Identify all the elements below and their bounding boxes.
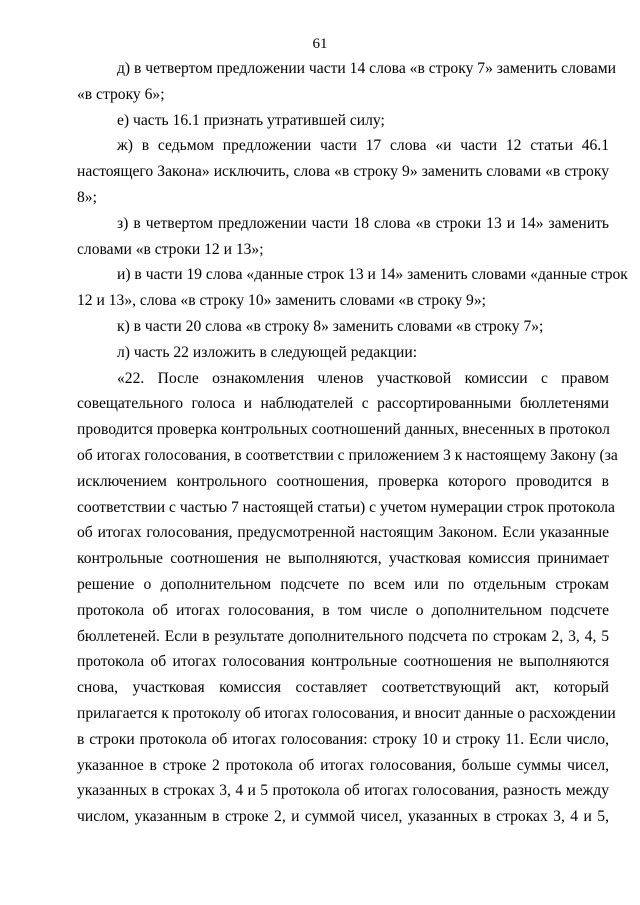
text-line: указанных в строках 3, 4 и 5 протокола об итогах голосования, разность между [77,782,609,800]
text-line: л) часть 22 изложить в следующей редакции: [117,343,418,361]
text-line: е) часть 16.1 признать утратившей силу; [117,111,385,129]
text-line: и) в части 19 слова «данные строк 13 и 14» заменить словами «данные строк [117,266,628,284]
text-line: прилагается к протоколу об итогах голосования, и вносит данные о расхождении [77,704,616,722]
text-line: об итогах голосования, предусмотренной настоящим Законом. Если указанные [77,524,609,542]
paragraph-k [77,314,609,340]
paragraph-i [77,262,628,314]
paragraph-l [77,340,609,366]
text-line: ж) в седьмом предложении части 17 слова «и части 12 статьи 46.1 [117,137,609,155]
text-line: контрольные соотношения не выполняются, участковая комиссия принимает [77,550,609,568]
text-line: протокола об итогах голосования, в том числе о дополнительном подсчете [77,601,609,619]
text-line: д) в четвертом предложении части 14 слова «в строку 7» заменить словами [117,60,616,77]
text-line: к) в части 20 слова «в строку 8» заменить словами «в строку 7»; [117,317,544,335]
text-line: снова, участковая комиссия составляет соответствующий акт, который [77,679,609,697]
paragraph-z [77,211,609,263]
text-line: 8»; [77,188,97,206]
text-line: указанное в строке 2 протокола об итогах голосования, больше суммы чисел, [77,756,609,774]
text-line: числом, указанным в строке 2, и суммой чисел, указанных в строках 3, 4 и 5, [77,808,609,826]
text-line: решение о дополнительном подсчете по всем или по отдельным строкам [77,575,609,593]
text-line: соответствии с частью 7 настоящей статьи) с учетом нумерации строк протокола [77,498,615,516]
text-line: совещательного голоса и наблюдателей с рассортированными бюллетенями [77,395,609,413]
text-line: «22. После ознакомления членов участковой комиссии с правом [117,369,609,387]
text-line: протокола об итогах голосования контрольные соотношения не выполняются [77,653,609,671]
text-line: 12 и 13», слова «в строку 10» заменить словами «в строку 9»; [77,292,486,310]
text-line: з) в четвертом предложении части 18 слова «в строки 13 и 14» заменить [117,214,609,232]
text-line: словами «в строки 12 и 13»; [77,240,264,258]
text-line: проводится проверка контрольных соотношений данных, внесенных в протокол [77,421,610,439]
paragraph-zh [77,133,609,210]
paragraph-d [77,56,616,108]
text-line: в строки протокола об итогах голосования: строку 10 и строку 11. Если число, [77,730,609,748]
text-line: исключением контрольного соотношения, проверка которого проводится в [77,472,609,490]
text-line: «в строку 6»; [77,85,165,103]
document-body [77,56,628,830]
text-line: настоящего Закона» исключить, слова «в строку 9» заменить словами «в строку [77,163,609,181]
paragraph-22 [77,366,618,830]
page-number: 61 [312,36,328,52]
text-line: об итогах голосования, в соответствии с приложением 3 к настоящему Закону (за [77,446,618,464]
text-line: бюллетеней. Если в результате дополнительного подсчета по строкам 2, 3, 4, 5 [77,627,609,645]
paragraph-e [77,108,609,134]
